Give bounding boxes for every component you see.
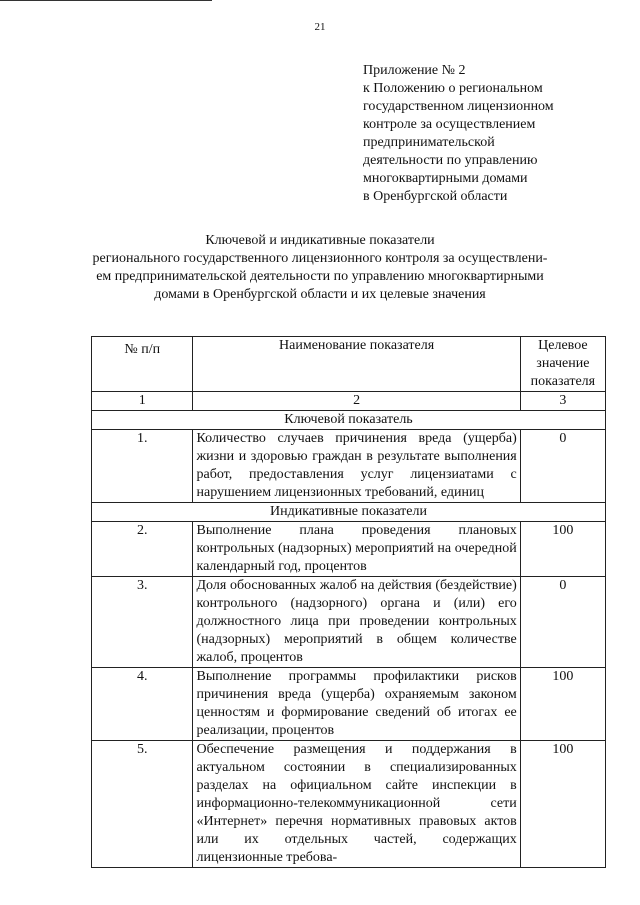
row-name: Количество случаев причинения вреда (ущерба) жизни и здоровью граждан в результате выполнения работ, предоставления услуг лицензиатами с нарушением лицензионных требований, единиц xyxy=(193,430,520,503)
appendix-line: в Оренбургской области xyxy=(363,189,508,204)
appendix-line: к Положению о региональном xyxy=(363,81,543,96)
title-line: Ключевой и индикативные показатели xyxy=(205,233,435,248)
row-num: 4. xyxy=(92,668,193,741)
title-line: регионального государственного лицензионного контроля за осуществлени- xyxy=(92,251,548,266)
row-name: Выполнение программы профилактики рисков причинения вреда (ущерба) охраняемым законом ценностям и формирование сведений об итогах ее реализации, процентов xyxy=(193,668,520,741)
row-target: 0 xyxy=(520,577,605,668)
column-index: 1 xyxy=(92,392,193,411)
row-name: Обеспечение размещения и поддержания в актуальном состоянии в специализированных разделах на официальном сайте инспекции в информационно-телекоммуникационной сети «Интернет» перечня нормативных правовых актов или их отдельных частей, содержащих лицензионные требова- xyxy=(193,741,520,868)
table-row xyxy=(92,577,606,668)
row-num: 3. xyxy=(92,577,193,668)
page-number: 21 xyxy=(314,21,326,33)
section-title: Индикативные показатели xyxy=(92,503,606,522)
header-target: Целевое значение показателя xyxy=(520,337,605,392)
document-title xyxy=(60,232,580,304)
appendix-line: государственном лицензионном xyxy=(363,99,554,114)
column-index: 3 xyxy=(520,392,605,411)
row-target: 0 xyxy=(520,430,605,503)
appendix-line: деятельности по управлению xyxy=(363,153,538,168)
title-line: домами в Оренбургской области и их целевые значения xyxy=(154,287,486,302)
appendix-line: многоквартирными домами xyxy=(363,171,528,186)
row-target: 100 xyxy=(520,741,605,868)
column-index-row xyxy=(92,392,606,411)
table-header-row xyxy=(92,337,606,392)
column-index: 2 xyxy=(193,392,520,411)
appendix-line: Приложение № 2 xyxy=(363,63,466,78)
section-title: Ключевой показатель xyxy=(92,411,606,430)
appendix-note xyxy=(363,62,633,206)
title-line: ем предпринимательской деятельности по управлению многоквартирными xyxy=(96,269,544,284)
appendix-line: предпринимательской xyxy=(363,135,495,150)
section-row-key xyxy=(92,411,606,430)
row-num: 5. xyxy=(92,741,193,868)
appendix-line: контроле за осуществлением xyxy=(363,117,536,132)
row-target: 100 xyxy=(520,668,605,741)
section-row-indicative xyxy=(92,503,606,522)
row-target: 100 xyxy=(520,522,605,577)
table-row xyxy=(92,741,606,868)
header-name: Наименование показателя xyxy=(193,337,520,392)
table-row xyxy=(92,668,606,741)
table-row xyxy=(92,522,606,577)
row-num: 1. xyxy=(92,430,193,503)
top-rule xyxy=(0,0,212,1)
row-name: Доля обоснованных жалоб на действия (бездействие) контрольного (надзорного) органа и (или) его должностного лица при проведении контрольных (надзорных) мероприятий в общем количестве жалоб, процентов xyxy=(193,577,520,668)
row-num: 2. xyxy=(92,522,193,577)
header-num: № п/п xyxy=(92,337,193,392)
row-name: Выполнение плана проведения плановых контрольных (надзорных) мероприятий на очередной календарный год, процентов xyxy=(193,522,520,577)
table-row xyxy=(92,430,606,503)
indicators-table xyxy=(91,336,606,868)
